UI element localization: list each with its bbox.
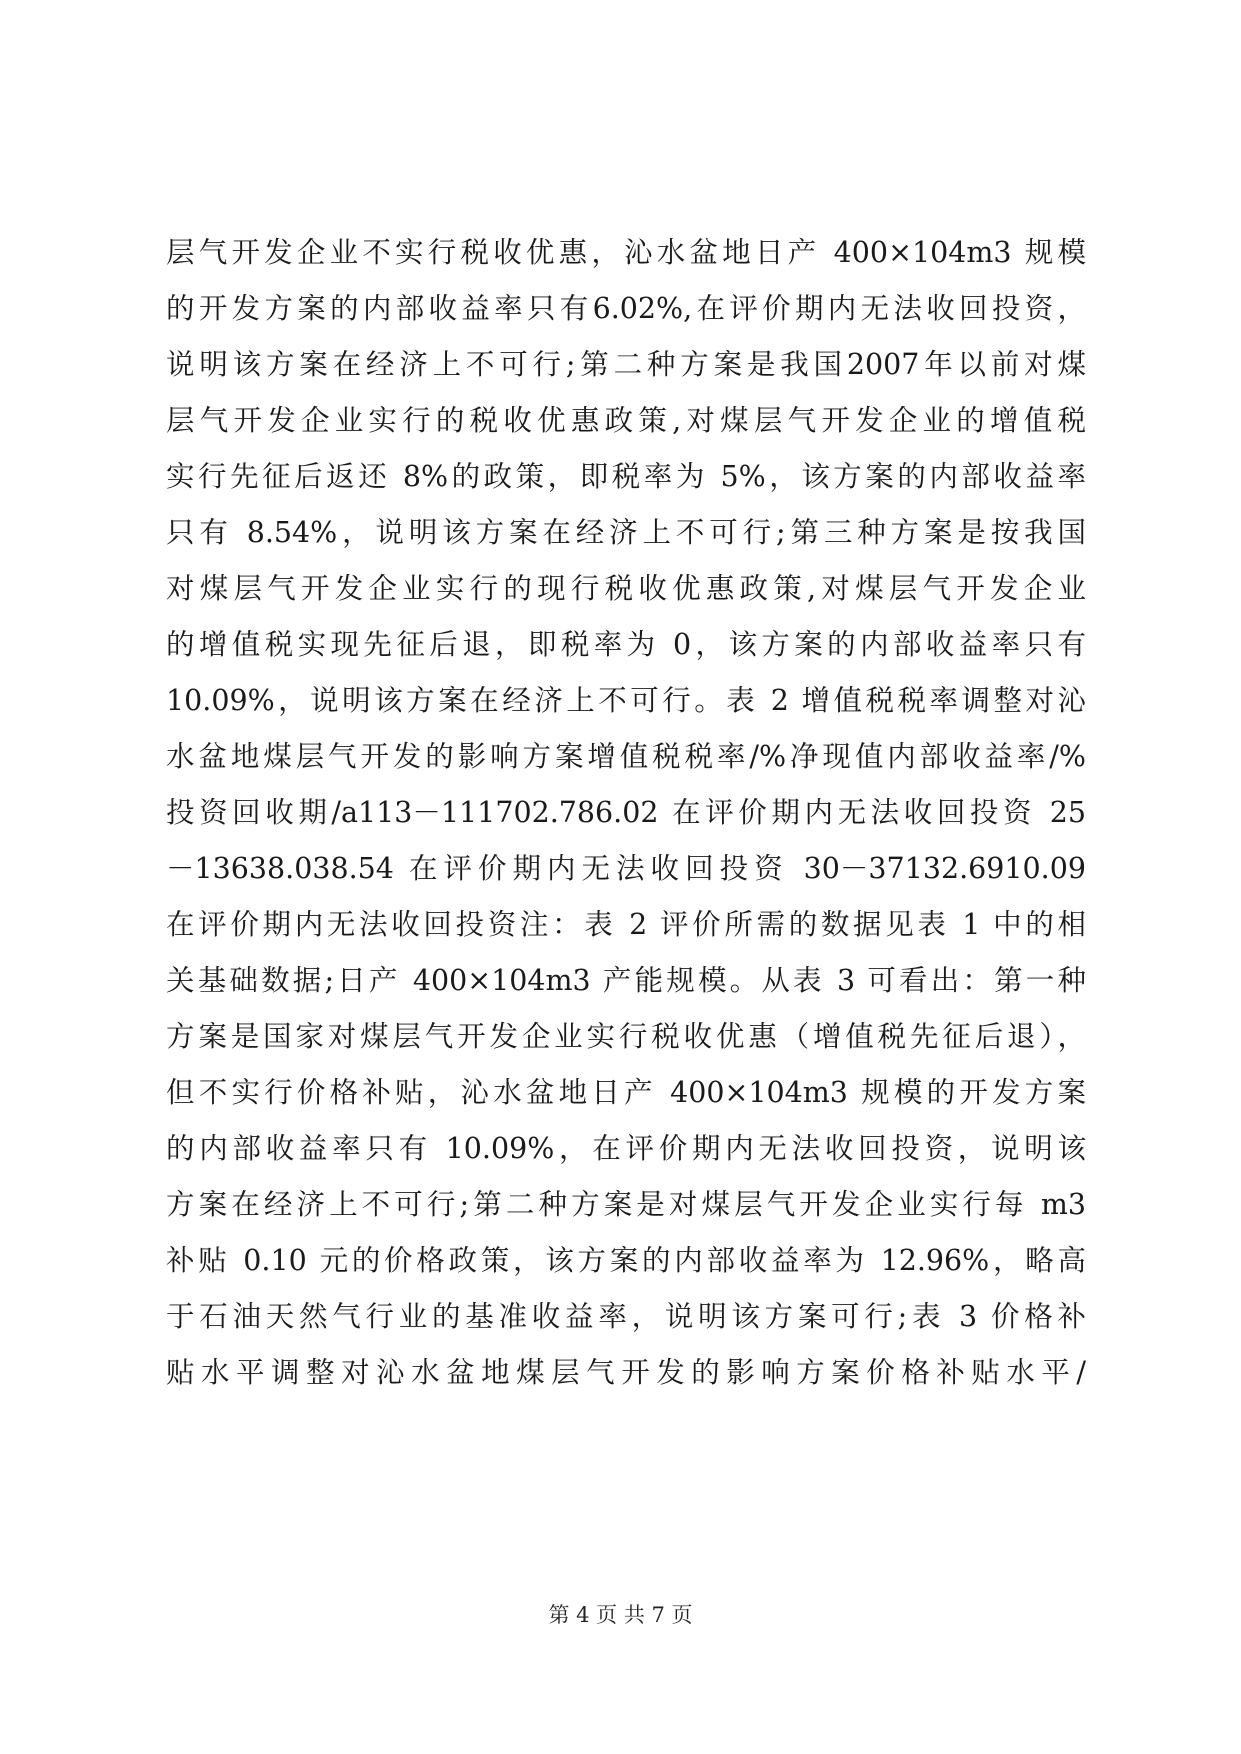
text-line: 关基础数据;日产 400×104m3 产能规模。从表 3 可看出：第一种: [166, 964, 1086, 997]
text-line: 说明该方案在经济上不可行;第二种方案是我国2007年以前对煤: [166, 348, 1086, 381]
text-line: 方案是国家对煤层气开发企业实行税收优惠（增值税先征后退），: [166, 1020, 1086, 1053]
text-line: 层气开发企业实行的税收优惠政策,对煤层气开发企业的增值税: [166, 404, 1086, 437]
text-line: 于石油天然气行业的基准收益率，说明该方案可行;表 3 价格补: [166, 1300, 1086, 1333]
text-line: 只有 8.54%，说明该方案在经济上不可行;第三种方案是按我国: [166, 516, 1086, 549]
body-text: [166, 225, 1086, 1401]
page-footer: [0, 1600, 1241, 1630]
text-line: 10.09%，说明该方案在经济上不可行。表 2 增值税税率调整对沁: [166, 684, 1086, 717]
text-line: 贴水平调整对沁水盆地煤层气开发的影响方案价格补贴水平/: [166, 1356, 1086, 1389]
text-line: 方案在经济上不可行;第二种方案是对煤层气开发企业实行每 m3: [166, 1188, 1086, 1221]
text-line: －13638.038.54 在评价期内无法收回投资 30－37132.6910.09: [166, 852, 1086, 885]
text-line: 对煤层气开发企业实行的现行税收优惠政策,对煤层气开发企业: [166, 572, 1086, 605]
text-line: 水盆地煤层气开发的影响方案增值税税率/%净现值内部收益率/%: [166, 740, 1086, 773]
text-line: 投资回收期/a113－111702.786.02 在评价期内无法收回投资 25: [166, 796, 1086, 829]
text-line: 补贴 0.10 元的价格政策，该方案的内部收益率为 12.96%，略高: [166, 1244, 1086, 1277]
text-line: 在评价期内无法收回投资注：表 2 评价所需的数据见表 1 中的相: [166, 908, 1086, 941]
text-line: 但不实行价格补贴，沁水盆地日产 400×104m3 规模的开发方案: [166, 1076, 1086, 1109]
text-line: 的内部收益率只有 10.09%，在评价期内无法收回投资，说明该: [166, 1132, 1086, 1165]
text-line: 层气开发企业不实行税收优惠，沁水盆地日产 400×104m3 规模: [166, 236, 1086, 269]
text-line: 实行先征后返还 8%的政策，即税率为 5%，该方案的内部收益率: [166, 460, 1086, 493]
text-line: 的开发方案的内部收益率只有6.02%,在评价期内无法收回投资，: [166, 292, 1086, 325]
text-line: 的增值税实现先征后退，即税率为 0，该方案的内部收益率只有: [166, 628, 1086, 661]
page-number: 第 4 页 共 7 页: [548, 1603, 693, 1627]
